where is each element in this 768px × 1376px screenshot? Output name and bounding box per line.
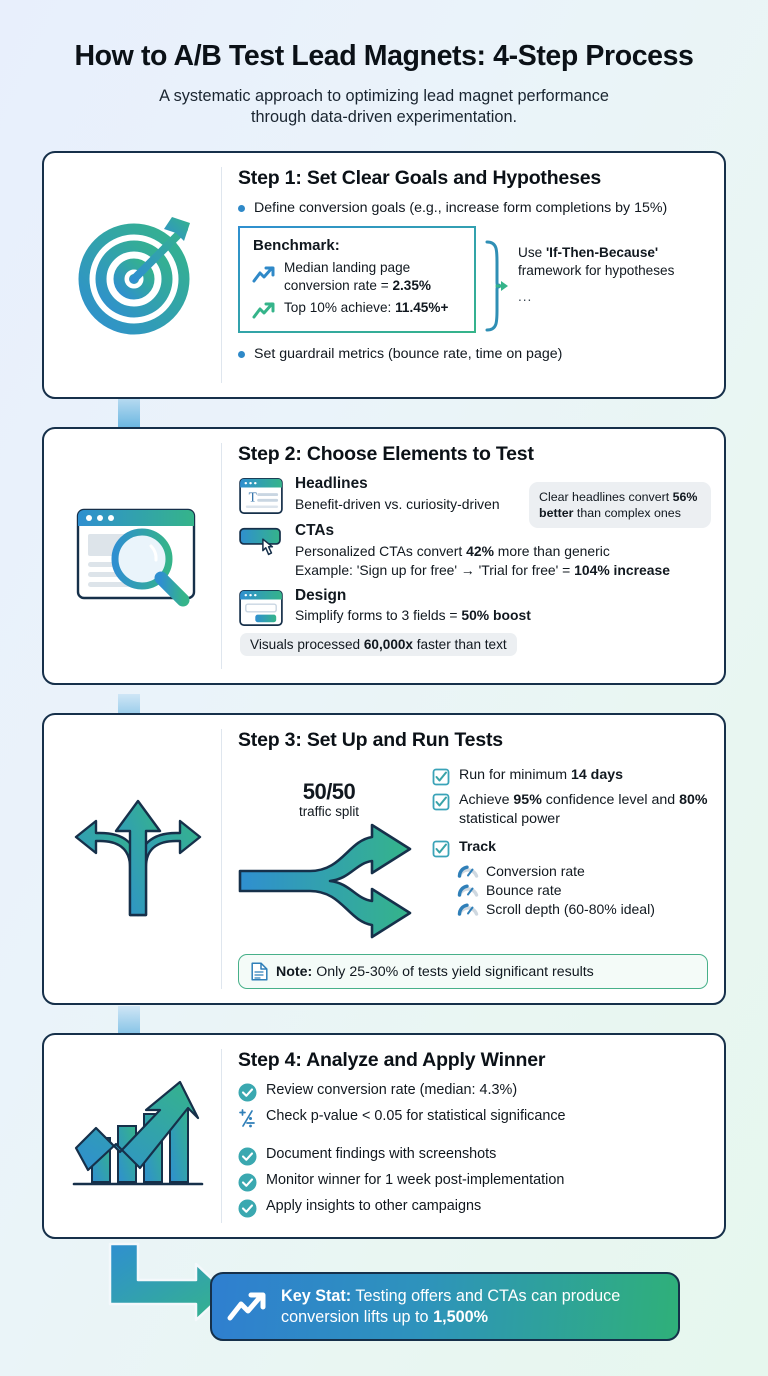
check-circle-icon xyxy=(238,1147,257,1166)
spacer xyxy=(238,1133,708,1140)
check-circle-icon xyxy=(238,1173,257,1192)
headlines-desc: Benefit-driven vs. curiosity-driven xyxy=(295,495,500,512)
key-stat-body: Testing offers and CTAs can produce conversion lifts up to xyxy=(281,1287,621,1326)
step-1-body xyxy=(222,167,708,383)
step-3-checklist xyxy=(428,761,708,945)
note-ellipsis: ... xyxy=(518,289,533,305)
step-1-title: Step 1: Set Clear Goals and Hypotheses xyxy=(238,167,602,190)
step-4-body xyxy=(222,1049,708,1223)
step-4-item-review xyxy=(238,1081,708,1102)
step-3-card xyxy=(42,713,726,1005)
ctas-label: CTAs xyxy=(295,522,335,540)
step-3-note-text: Note: Only 25-30% of tests yield significant results xyxy=(276,963,594,980)
track-label: Track xyxy=(459,838,497,855)
design-desc: Simplify forms to 3 fields = 50% boost xyxy=(295,607,531,624)
cta-button-cursor-icon xyxy=(238,524,284,562)
split-caption: traffic split xyxy=(298,804,360,820)
check-confidence-text: Achieve 95% confidence level and 80% statistical power xyxy=(459,792,708,827)
svg-text:T: T xyxy=(248,489,257,505)
step-1-card xyxy=(42,151,726,399)
step-4-item-document xyxy=(238,1145,708,1166)
trend-up-blue-icon xyxy=(253,265,276,285)
math-symbols-icon xyxy=(238,1109,257,1128)
step-3-icon-area xyxy=(54,729,222,989)
gauge-icon xyxy=(458,901,478,916)
step-3-body xyxy=(222,729,708,989)
check-duration-text: Run for minimum 14 days xyxy=(459,767,624,784)
headline-window-icon xyxy=(238,477,284,515)
step-3-content xyxy=(238,761,708,945)
step-3-title: Step 3: Set Up and Run Tests xyxy=(238,729,503,752)
split-ratio: 50/50 xyxy=(302,779,356,805)
subtitle-line-2: through data-driven experimentation. xyxy=(250,108,518,127)
metric-conversion-rate xyxy=(458,863,708,879)
brace-connector xyxy=(484,226,510,332)
traffic-split-diagram xyxy=(238,761,420,945)
benchmark-box xyxy=(238,226,476,333)
ctas-desc-2: Example: 'Sign up for free' → 'Trial for free' = 104% increase xyxy=(295,562,670,579)
metric-bounce-rate xyxy=(458,882,708,898)
gauge-icon xyxy=(458,882,478,897)
step-4-title: Step 4: Analyze and Apply Winner xyxy=(238,1049,546,1072)
step-4-item-review-text: Review conversion rate (median: 4.3%) xyxy=(266,1082,518,1099)
step-2-title: Step 2: Choose Elements to Test xyxy=(238,443,534,466)
element-row-design xyxy=(238,587,708,627)
check-item-duration xyxy=(432,766,708,786)
step-4-item-document-text: Document findings with screenshots xyxy=(266,1146,497,1163)
step-1-icon-area xyxy=(54,167,222,383)
layout-window-icon xyxy=(238,589,284,627)
page-header xyxy=(0,0,768,129)
callout-prefix: Clear headlines convert xyxy=(539,490,673,505)
metric-scroll-text: Scroll depth (60-80% ideal) xyxy=(486,900,655,917)
check-item-confidence xyxy=(432,791,708,828)
step-2-icon-area xyxy=(54,443,222,669)
bullet-dot-icon xyxy=(238,205,245,212)
metric-bounce-text: Bounce rate xyxy=(486,881,562,898)
gauge-icon xyxy=(458,863,478,878)
key-stat-label: Key Stat: xyxy=(281,1287,352,1306)
benchmark-row xyxy=(238,226,708,333)
step-4-item-apply xyxy=(238,1197,708,1218)
ctas-text xyxy=(295,522,708,579)
growth-chart-icon xyxy=(68,1074,208,1198)
benchmark-item-1-text: Median landing page conversion rate = 2.35% xyxy=(284,260,431,293)
split-arrow-icon xyxy=(238,823,414,945)
visuals-pill xyxy=(240,633,517,656)
document-icon xyxy=(251,962,268,981)
bullet-dot-icon xyxy=(238,351,245,358)
step-4-item-monitor-text: Monitor winner for 1 week post-implementation xyxy=(266,1172,565,1189)
step-2-card xyxy=(42,427,726,685)
headlines-callout xyxy=(529,482,711,528)
step-4-item-pvalue-text: Check p-value < 0.05 for statistical significance xyxy=(266,1108,566,1125)
key-stat-banner xyxy=(210,1272,680,1341)
step-1-bullet-2-text: Set guardrail metrics (bounce rate, time on page) xyxy=(254,346,563,363)
headlines-label: Headlines xyxy=(295,475,368,493)
traffic-split-labels xyxy=(238,779,420,819)
ctas-desc-1: Personalized CTAs convert 42% more than generic xyxy=(295,542,610,559)
hypothesis-note xyxy=(518,226,708,306)
step-4-card xyxy=(42,1033,726,1239)
checkbox-icon xyxy=(432,768,450,786)
metric-scroll-depth xyxy=(458,901,708,917)
target-icon xyxy=(72,209,204,341)
benchmark-item-2-text: Top 10% achieve: 11.45%+ xyxy=(284,300,449,316)
step-1-bullet-1 xyxy=(238,199,708,218)
step-4-icon-area xyxy=(54,1049,222,1223)
element-row-ctas xyxy=(238,522,708,579)
step-4-item-pvalue xyxy=(238,1107,708,1128)
check-item-track xyxy=(432,838,708,858)
checkbox-icon xyxy=(432,840,450,858)
check-circle-icon xyxy=(238,1083,257,1102)
subtitle-line-1: A systematic approach to optimizing lead magnet performance xyxy=(159,86,609,105)
step-3-note xyxy=(238,954,708,989)
benchmark-heading: Benchmark: xyxy=(253,237,340,255)
browser-search-icon xyxy=(68,496,208,616)
key-stat-text xyxy=(281,1286,662,1327)
note-suffix: framework for hypotheses xyxy=(518,263,675,279)
check-circle-icon xyxy=(238,1199,257,1218)
pill-suffix: faster than text xyxy=(413,636,507,652)
note-prefix: Use xyxy=(518,245,546,261)
step-4-item-apply-text: Apply insights to other campaigns xyxy=(266,1198,482,1215)
metric-conversion-text: Conversion rate xyxy=(486,862,585,879)
design-text xyxy=(295,587,708,625)
step-4-item-monitor xyxy=(238,1171,708,1192)
design-label: Design xyxy=(295,586,347,604)
page-subtitle xyxy=(24,86,744,129)
benchmark-item-2 xyxy=(253,299,461,321)
step-1-bullet-2 xyxy=(238,345,708,364)
page-title: How to A/B Test Lead Magnets: 4-Step Process xyxy=(74,40,694,72)
trend-up-green-icon xyxy=(253,301,276,321)
step-2-body xyxy=(222,443,708,669)
benchmark-item-1 xyxy=(253,259,461,294)
pill-prefix: Visuals processed xyxy=(250,636,364,652)
note-framework-name: 'If-Then-Because' xyxy=(545,245,659,261)
key-stat-value: 1,500% xyxy=(433,1307,488,1326)
trend-up-icon xyxy=(228,1290,268,1324)
callout-bold: 56% better xyxy=(539,490,698,521)
callout-suffix: than complex ones xyxy=(573,506,681,521)
pill-bold: 60,000x xyxy=(363,636,413,652)
three-way-arrows-icon xyxy=(74,795,202,923)
step-1-bullet-1-text: Define conversion goals (e.g., increase form completions by 15%) xyxy=(254,200,668,217)
steps-container xyxy=(0,151,768,1239)
checkbox-icon xyxy=(432,793,450,811)
